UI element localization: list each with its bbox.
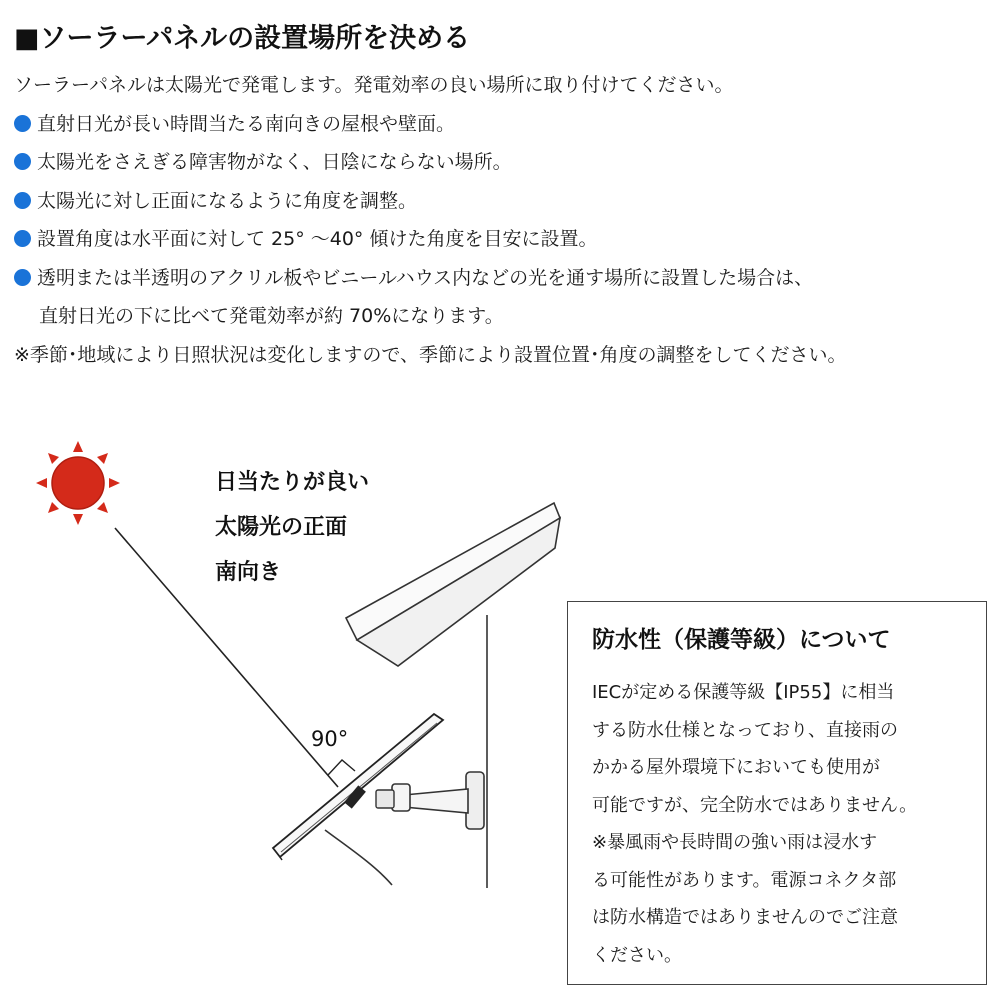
note-text: ※季節･地域により日照状況は変化しますので、季節により設置位置･角度の調整をしてください。 [14,343,847,366]
page-heading: ■ソーラーパネルの設置場所を決める [14,23,471,54]
info-line: IECが定める保護等級【IP55】に相当 [592,682,895,703]
right-angle-marker [328,760,355,775]
info-line: ※暴風雨や長時間の強い雨は浸水す [592,832,878,853]
bullet-continuation: 直射日光の下に比べて発電効率が約 70%になります。 [39,305,504,327]
info-line: かかる屋外環境下においても使用が [592,757,880,778]
roof-eave [346,503,560,666]
wall-mount-bracket [376,772,484,829]
info-line: 可能ですが、完全防水ではありません。 [592,794,918,816]
info-line: ください。 [592,944,682,966]
bullet-text: 透明または半透明のアクリル板やビニールハウス内などの光を通す場所に設置した場合は、 [37,266,814,289]
info-line: する防水仕様となっており、直接雨の [592,719,898,741]
intro-text: ソーラーパネルは太陽光で発電します。発電効率の良い場所に取り付けてください。 [14,74,734,96]
callout-line: 南向き [215,560,282,585]
callout-line: 太陽光の正面 [215,515,348,540]
panel-cable [325,830,392,885]
bullet-text: 太陽光に対し正面になるように角度を調整。 [37,189,418,212]
angle-label: 90° [311,727,349,751]
callout-line: 日当たりが良い [215,470,370,495]
info-line: る可能性があります。電源コネクタ部 [592,869,897,891]
waterproof-info-box [567,601,987,985]
info-line: は防水構造ではありませんのでご注意 [592,907,898,928]
diagram-callout [215,460,369,595]
solar-panel [273,714,443,860]
bullet-text: 太陽光をさえぎる障害物がなく、日陰にならない場所。 [37,151,512,173]
info-box-title: 防水性（保護等級）について [592,627,891,653]
bullet-text: 直射日光が長い時間当たる南向きの屋根や壁面。 [37,112,456,135]
info-box-body [592,674,917,974]
sun-icon [36,441,120,525]
bullet-text: 設置角度は水平面に対して 25° ～40° 傾けた角度を目安に設置。 [37,228,598,250]
